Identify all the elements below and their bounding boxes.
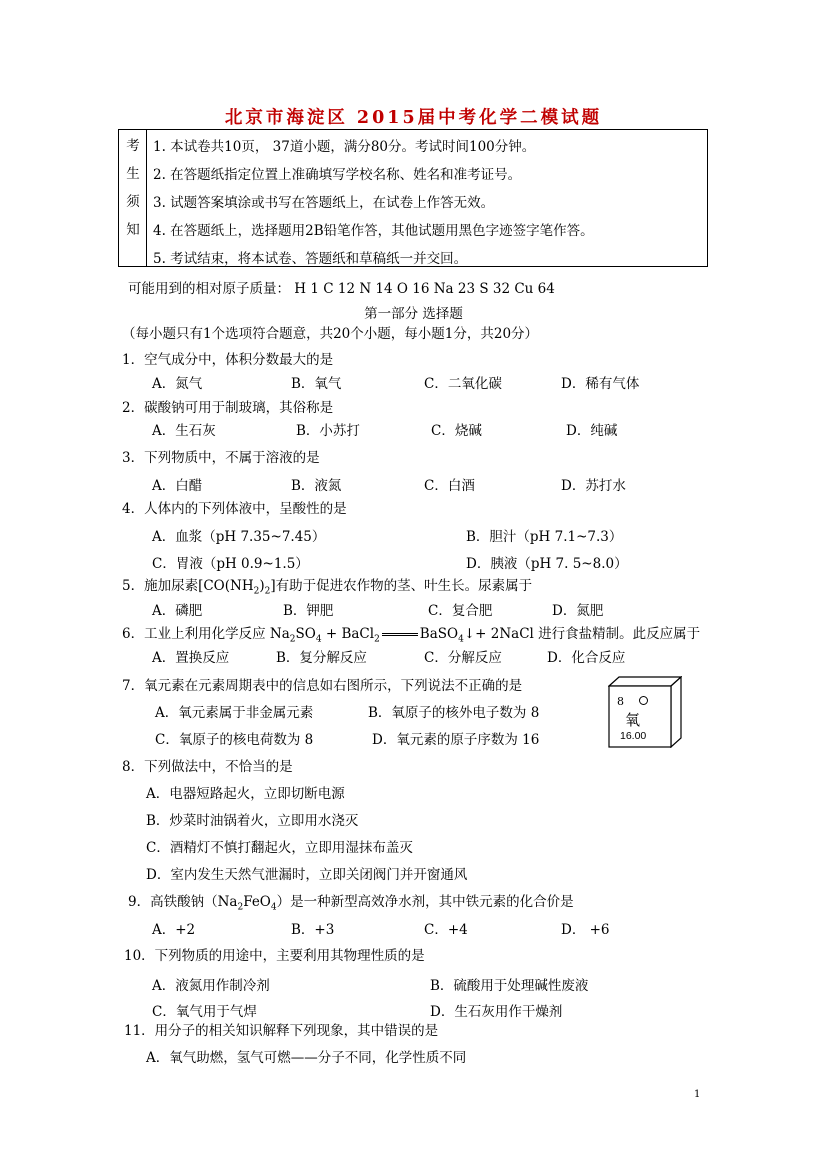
question-5-option-d: D．氮肥 — [552, 603, 604, 619]
question-6-stem: 6．工业上利用化学反应 $Na_2SO_4$ + BaCl$_2$ BaSO$_4$↓+ 2NaCl 进行食盐精制。此反应属于 — [122, 626, 701, 645]
question-3-option-d: D．苏打水 — [561, 478, 626, 494]
question-7-option-d: D．氧元素的原子序数为 16 — [372, 732, 540, 748]
exam-notice-box — [118, 129, 708, 267]
question-9-option-b: B．+3 — [291, 922, 335, 938]
question-2-option-b: B．小苏打 — [296, 423, 360, 439]
question-8-option-a: A．电器短路起火，立即切断电源 — [146, 786, 345, 802]
question-4-stem: 4．人体内的下列体液中，呈酸性的是 — [122, 501, 347, 517]
notice-line: 2. 在答题纸指定位置上准确填写学校名称、姓名和准考证号。 — [153, 167, 522, 183]
question-9-stem: 9．高铁酸钠$(Na_2FeO_4)$是一种新型高效净水剂，其中铁元素的化合价是 — [128, 894, 574, 913]
question-7-stem: 7．氧元素在元素周期表中的信息如右图所示，下列说法不正确的是 — [122, 678, 523, 694]
question-6-option-c: C．分解反应 — [424, 650, 502, 666]
question-7-option-a: A．氧元素属于非金属元素 — [155, 705, 314, 721]
question-10-stem: 10．下列物质的用途中，主要利用其物理性质的是 — [124, 948, 425, 964]
question-5-option-b: B．钾肥 — [283, 603, 334, 619]
question-4-option-c: C．胃液（pH 0.9~1.5） — [152, 556, 309, 572]
element-dot-icon — [639, 696, 648, 705]
element-name: 氧 — [625, 711, 641, 729]
question-1-option-c: C．二氧化碳 — [424, 376, 502, 392]
question-6-option-b: B．复分解反应 — [276, 650, 367, 666]
question-8-option-d: D．室内发生天然气泄漏时，立即关闭阀门并开窗通风 — [146, 867, 468, 883]
notice-line: 3. 试题答案填涂或书写在答题纸上，在试卷上作答无效。 — [153, 195, 495, 211]
question-9-option-d: D． +6 — [561, 922, 610, 938]
question-9-option-c: C．+4 — [424, 922, 468, 938]
question-2-option-a: A．生石灰 — [152, 423, 216, 439]
atomic-mass-line: 可能用到的相对原子质量： H 1 C 12 N 14 O 16 Na 23 S 32 Cu 64 — [128, 281, 555, 297]
question-1-option-a: A．氮气 — [152, 376, 203, 392]
question-7-option-b: B．氧原子的核外电子数为 8 — [368, 705, 540, 721]
question-5-option-a: A．磷肥 — [152, 603, 203, 619]
question-3-option-c: C．白酒 — [424, 478, 475, 494]
question-4-option-b: B．胆汁（pH 7.1~7.3） — [466, 529, 623, 545]
question-3-stem: 3．下列物质中，不属于溶液的是 — [122, 450, 320, 466]
question-10-option-d: D．生石灰用作干燥剂 — [430, 1004, 563, 1020]
notice-side-char: 考 — [126, 138, 140, 154]
reaction-equals-sign — [382, 633, 418, 636]
question-9-option-a: A．+2 — [152, 922, 196, 938]
question-10-option-a: A．液氮用作制冷剂 — [152, 978, 270, 994]
periodic-table-cell-oxygen — [608, 676, 682, 748]
atomic-number: 8 — [617, 695, 624, 708]
question-2-option-d: D．纯碱 — [566, 423, 618, 439]
question-2-option-c: C．烧碱 — [431, 423, 482, 439]
question-5-option-c: C．复合肥 — [428, 603, 493, 619]
question-3-option-a: A．白醋 — [152, 478, 203, 494]
question-11-stem: 11．用分子的相关知识解释下列现象，其中错误的是 — [124, 1023, 439, 1039]
section-title: 第一部分 选择题 — [364, 306, 463, 322]
question-6-option-d: D．化合反应 — [547, 650, 626, 666]
atomic-mass: 16.00 — [620, 730, 647, 742]
notice-line: 5. 考试结束，将本试卷、答题纸和草稿纸一并交回。 — [153, 251, 468, 267]
page-number: 1 — [694, 1089, 701, 1100]
question-10-option-c: C．氧气用于气焊 — [152, 1004, 257, 1020]
question-2-stem: 2．碳酸钠可用于制玻璃，其俗称是 — [122, 400, 334, 416]
question-8-stem: 8．下列做法中，不恰当的是 — [122, 759, 293, 775]
question-8-option-b: B．炒菜时油锅着火，立即用水浇灭 — [146, 813, 359, 829]
notice-side-char: 生 — [126, 166, 140, 182]
question-3-option-b: B．液氮 — [291, 478, 342, 494]
question-7-option-c: C．氧原子的核电荷数为 8 — [155, 732, 314, 748]
page-title: 北京市海淀区 2015届中考化学二模试题 — [224, 108, 603, 128]
question-4-option-a: A．血浆（pH 7.35~7.45） — [152, 529, 326, 545]
notice-line: 1. 本试卷共10页， 37道小题，满分80分。考试时间100分钟。 — [153, 139, 536, 155]
question-8-option-c: C．酒精灯不慎打翻起火，立即用湿抹布盖灭 — [146, 840, 413, 856]
question-5-stem: 5．施加尿素$[CO(NH_2)_2]$有助于促进农作物的茎、叶生长。尿素属于 — [122, 578, 533, 597]
section-instruction: （每小题只有1个选项符合题意，共20个小题，每小题1分，共20分） — [122, 326, 539, 342]
notice-side-label — [119, 130, 147, 266]
question-11-option-a: A．氧气助燃，氢气可燃——分子不同，化学性质不同 — [146, 1050, 467, 1066]
question-6-option-a: A．置换反应 — [152, 650, 230, 666]
question-1-option-d: D．稀有气体 — [561, 376, 640, 392]
question-1-option-b: B．氧气 — [291, 376, 342, 392]
notice-side-char: 知 — [126, 222, 140, 238]
question-1-stem: 1．空气成分中，体积分数最大的是 — [122, 352, 334, 368]
question-4-option-d: D．胰液（pH 7. 5~8.0） — [466, 556, 628, 572]
notice-line: 4. 在答题纸上，选择题用2B铅笔作答，其他试题用黑色字迹签字笔作答。 — [153, 223, 594, 239]
notice-side-char: 须 — [126, 194, 140, 210]
question-10-option-b: B．硫酸用于处理碱性废液 — [430, 978, 589, 994]
